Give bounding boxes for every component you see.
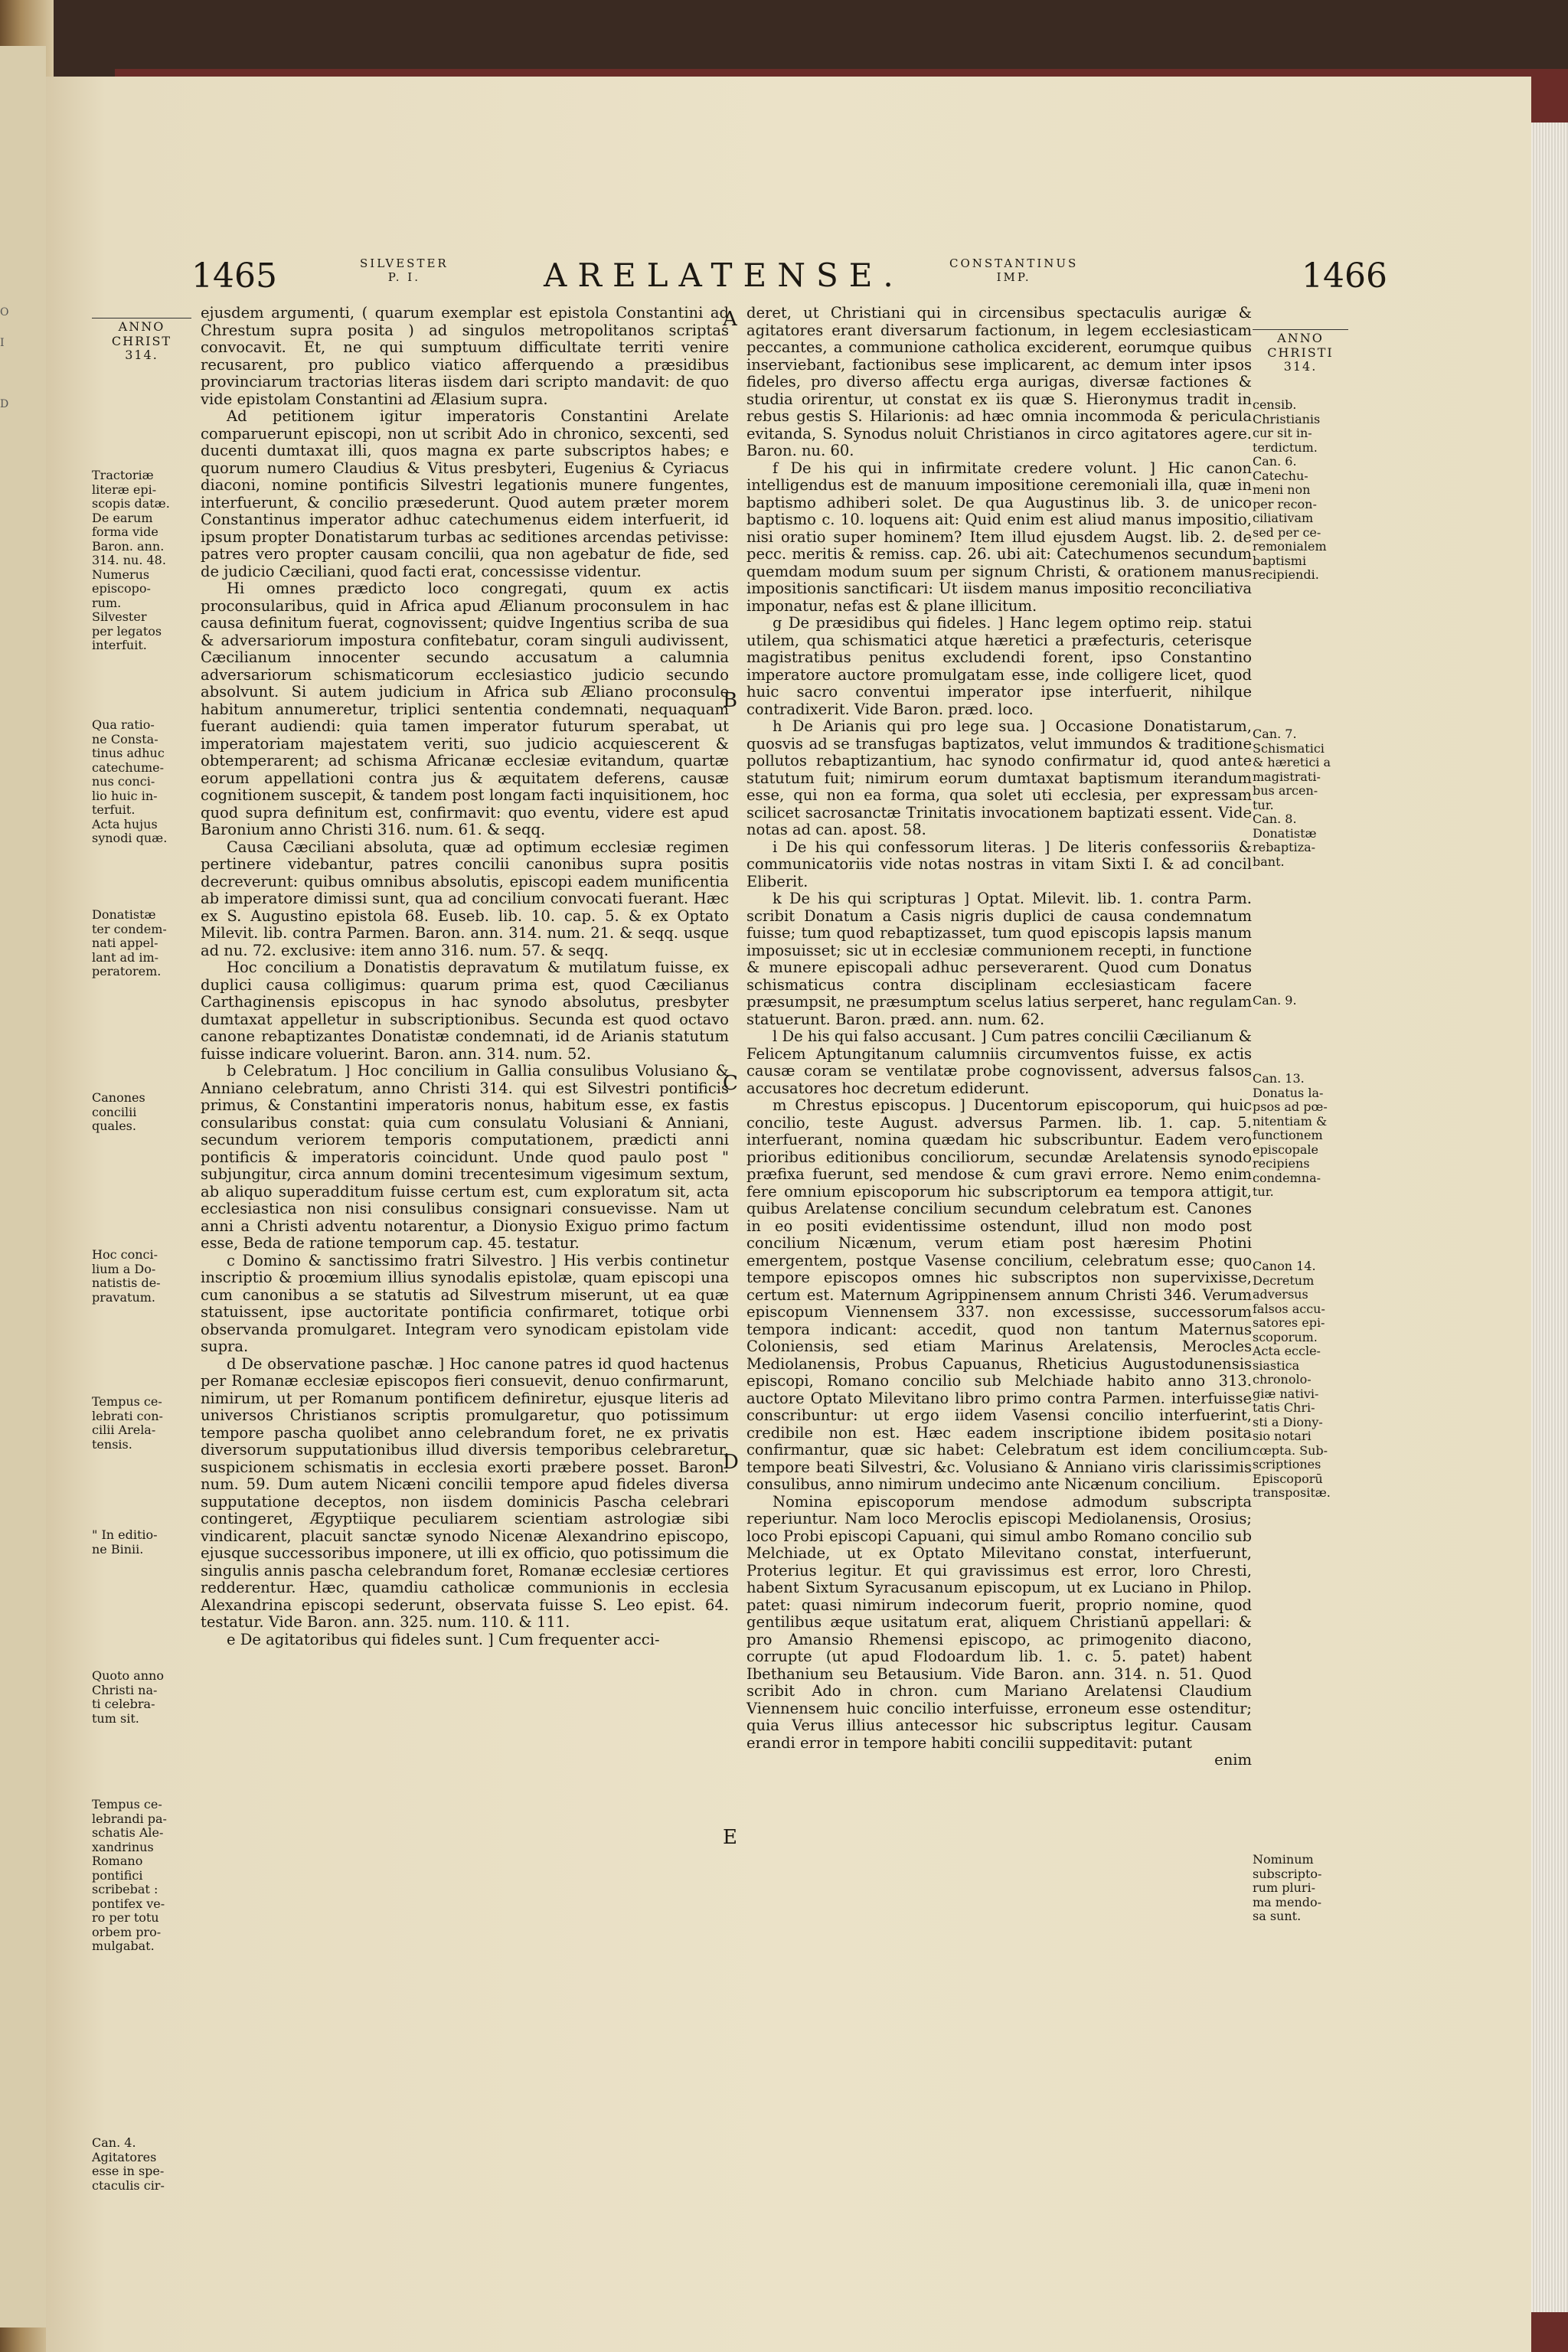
running-head-pope bbox=[360, 256, 449, 302]
paragraph: e De agitatoribus qui fideles sunt. ] Cum frequenter acci- bbox=[227, 1630, 660, 1648]
paragraph: g De præsidibus qui fideles. ] Hanc legem optimo reip. statui utilem, qua schismatici atque hæretici a præfecturis, ceterisque magistratibus penitus excludendi forent, ipso Constantino imperatore auctore promulgatam esse, inde colligere licet, quod huic sacro conventui imperator ipse interfuerit, nihilque contradixerit. Vide Baron. præd. loco. bbox=[746, 614, 1252, 718]
pope-number: P. I. bbox=[387, 270, 420, 284]
prev-page-fragment: D bbox=[0, 398, 9, 410]
margin-note: Can. 13. Donatus la- psos ad pœ- nitentiam & functionem episcopale recipiens condemna- tur. bbox=[1253, 1071, 1328, 1199]
right-page-number: 1466 bbox=[1302, 256, 1387, 296]
margin-note: Tempus ce- lebrati con- cilii Arela- tensis. bbox=[92, 1394, 163, 1452]
paragraph: l De his qui falso accusant. ] Cum patres concilii Cæcilianum & Felicem Aptungitanum calumniis circumventos fuisse, ex actis causæ coram se ventilatæ probe cognovissent, adversus falsos accusatores hoc decretum ediderunt. bbox=[746, 1027, 1252, 1097]
margin-note: Donatistæ ter condem- nati appel- lant ad im- peratorem. bbox=[92, 907, 167, 978]
margin-note: Can. 4. Agitatores esse in spe- ctaculis cir- bbox=[92, 2135, 165, 2193]
margin-note: ANNO CHRIST 314. bbox=[92, 318, 191, 363]
section-letter: B bbox=[723, 689, 738, 712]
margin-note: Canon 14. Decretum adversus falsos accu- satores epi- scoporum. Acta eccle- siastica chronolo- giæ nativi- tatis Chri- sti a Diony- sio notari cœpta. Sub- scriptiones Episcoporū transpositæ. bbox=[1253, 1259, 1331, 1500]
right-text-column bbox=[746, 305, 1252, 1769]
margin-note: Tractoriæ literæ epi- scopis datæ. De earum forma vide Baron. ann. 314. nu. 48. Numerus episcopo- rum. Silvester per legatos interfuit. bbox=[92, 468, 170, 652]
running-head-emperor bbox=[949, 256, 1078, 302]
previous-page-edge bbox=[0, 46, 46, 2328]
emperor-name: CONSTANTINUS bbox=[949, 256, 1079, 270]
margin-note: Can. 7. Schismatici & hæretici a magistrati- bus arcen- tur. Can. 8. Donatistæ rebaptiza- bant. bbox=[1253, 727, 1331, 869]
margin-note: Nominum subscripto- rum pluri- ma mendo- sa sunt. bbox=[1253, 1852, 1322, 1923]
paragraph: enim bbox=[1214, 1751, 1252, 1769]
margin-note: Tempus ce- lebrandi pa- schatis Ale- xandrinus Romano pontifici scribebat : pontifex ve- ro per totu orbem pro- mulgabat. bbox=[92, 1797, 167, 1953]
paragraph: Causa Cæciliani absoluta, quæ ad optimum ecclesiæ regimen pertinere videbantur, patres concilii canonibus supra positis decreverunt: quibus omnibus absolutis, episcopi eadem munificentia ab imperatore dimissi sunt, qua ad concilium convocati fuerant. Hæc ex S. Augustino epistola 68. Euseb. lib. 10. cap. 5. & ex Optato Milevit. lib. contra Parmen. Baron. ann. 314. num. 21. & seqq. usque ad nu. 72. exclusive: item anno 316. num. 57. & seqq. bbox=[201, 838, 729, 959]
paragraph: f De his qui in infirmitate credere volunt. ] Hic canon intelligendus est de manuum impositione ceremoniali illa, quæ in baptismo adhiberi solet. De qua Augustinus lib. 3. de unico baptismo c. 10. loquens ait: Quid enim est aliud manus impositio, nisi oratio super hominem? Item illud ejusdem Augst. lib. 2. de pecc. meritis & remiss. cap. 26. ubi ait: Catechumenos secundum quemdam modum suum per signum Christi, & orationem manus impositionis sanctificari: Ut iisdem manus impositio reconciliativa imponatur, nefas est & plane illicitum. bbox=[746, 459, 1252, 615]
margin-note: Canones concilii quales. bbox=[92, 1090, 145, 1133]
paragraph: deret, ut Christiani qui in circensibus spectaculis aurigæ & agitatores erant diversarum factionum, in legem ecclesiasticam peccantes, a communione catholica exciderent, eorumque quibus inserviebant, factionibus sese implicarent, ac demum inter ipsos fideles, pro diverso affectu erga aurigas, diversæ factiones & studia orirentur, ut constat ex iis quæ S. Hieronymus tradit in rebus gestis S. Hilarionis: ad hæc omnia incommoda & pericula evitanda, S. Synodus noluit Christianos in circo agitatores agere. Baron. nu. 60. bbox=[746, 304, 1252, 459]
paragraph: Hi omnes prædicto loco congregati, quum ex actis proconsularibus, quid in Africa apud Ælianum proconsulem in hac causa definitum fuerat, cognovissent; quidve Ingentius scriba de sua & adversariorum impostura confitebatur, coram singuli audivissent, Cæcilianum innocenter secundo accusatum a calumnia adversariorum schismaticorum ecclesiastico judicio secundo absolvunt. Si autem judicium in Africa sub Æliano proconsule habitum annumeretur, triplici sententia condemnati, nequaquam fuerant audiendi: quia tamen imperator futurum sperabat, ut imperatoriam majestatem veriti, suo judicio acquiescerent & obtemperarent; ad schisma Africanæ ecclesiæ evitandum, quartæ eorum appellationi contra jus & æquitatem deferens, causæ cognitionem suscepit, & tandem post longam facti inquisitionem, hoc quod supra definitum est, confirmavit: quo eventu, videre est apud Baronium anno Christi 316. num. 61. & seqq. bbox=[201, 580, 729, 838]
margin-note: Hoc conci- lium a Do- natistis de- pravatum. bbox=[92, 1247, 161, 1305]
margin-note: " In editio- ne Binii. bbox=[92, 1527, 158, 1557]
running-head-title: ARELATENSE. bbox=[544, 256, 904, 294]
paragraph: i De his qui confessorum literas. ] De literis confessoriis & communicatoriis vide notas nostras in vitam Sixti I. & ad concil Eliberit. bbox=[746, 838, 1252, 890]
pope-name: SILVESTER bbox=[360, 256, 449, 270]
paragraph: m Chrestus episcopus. ] Ducentorum episcoporum, qui huic concilio, teste August. adversus Parmen. lib. 1. cap. 5. interfuerant, nomina quædam hic subscribuntur. Eadem vero prioribus editionibus conciliorum, secundæ Arelatensis synodo præfixa fuerunt, sed mendose & cum gravi errore. Nemo enim fere omnium episcoporum hic subscriptorum ea tempora attigit, quibus Arelatense concilium secundum celebratum est. Canones in eo positi evidentissime ostendunt, illud non modo post concilium Nicænum, verum etiam post hæresim Photini emergentem, postque Vasense concilium, celebratum esse; quo tempore episcopos omnes hic subscriptos non supervixisse, certum est. Maternum Agrippinensem annum Christi 346. Verum episcopum Viennensem 337. non excessisse, successorum tempora indicant: accedit, quod non tantum Maternus Coloniensis, sed etiam Marinus Arelatensis, Merocles Mediolanensis, Probus Capuanus, Rheticius Augustodunensis episcopi, Romano concilio sub Melchiade habito anno 313. auctore Optato Milevitano libro primo contra Parmen. interfuisse conscribuntur: ut ergo iidem Vasensi concilio interfuerint, credibile non est. Hæc eadem inscriptione ibidem posita confirmantur, quæ sic habet: Celebratum est idem concilium tempore beati Silvestri, &c. Volusiano & Anniano viris clarissimis consulibus, anno nimirum undecimo ante Nicænum concilium. bbox=[746, 1096, 1252, 1493]
paragraph: b Celebratum. ] Hoc concilium in Gallia consulibus Volusiano & Anniano celebratum, anno Christi 314. qui est Silvestri pontificis primus, & Constantini imperatoris nonus, habitum esse, ex fastis consularibus constat: quia cum consulatu Volusiani & Anniani, secundum veriorem temporis computationem, prædicti anni pontificis & imperatoris coincidunt. Unde quod paulo post " subjungitur, circa annum domini trecentesimum vigesimum sextum, ab aliquo superadditum fuisse certum est, cum exploratum sit, acta ecclesiastica non nisi consulibus consignari consuevisse. Nam ut anni a Christi adventu notarentur, a Dionysio Exiguo primo factum esse, Beda de ratione temporum cap. 45. testatur. bbox=[201, 1062, 729, 1252]
page-block-edge bbox=[1531, 122, 1568, 2312]
section-letter: E bbox=[723, 1826, 737, 1849]
left-text-column bbox=[201, 305, 729, 1648]
margin-note: Qua ratio- ne Consta- tinus adhuc catechume- nus conci- lio huic in- terfuit. Acta hujus synodi quæ. bbox=[92, 717, 168, 845]
section-letter: D bbox=[723, 1451, 739, 1474]
left-page-number: 1465 bbox=[191, 256, 277, 296]
paragraph: d De observatione paschæ. ] Hoc canone patres id quod hactenus per Romanæ ecclesiæ episcopos fieri consuevit, denuo confirmarunt, nimirum, ut per Romanum pontificem definiretur, ejusque literis ad universos Christianos scriptis promulgaretur, quo potissimum tempore pascha quolibet anno celebrandum foret, ne ex privatis diversorum supputationibus illud diversis temporibus celebraretur, suspicionem schismatis in ecclesia exorti præbere posset. Baron. num. 59. Dum autem Nicæni concilii tempore apud fideles diversa supputatione deceptos, non iisdem dominicis Pascha celebrari contingeret, Ægyptiique peculiarem scientiam astrologiæ sibi vindicarent, placuit sanctæ synodo Nicenæ Alexandrino episcopo, ejusque successoribus imponere, ut illi ex officio, quo potissimum die singulis annis pascha celebrandum foret, Romanæ ecclesiæ certiores redderentur. Hæc, quamdiu catholicæ communionis in ecclesia Alexandrina episcopi sederunt, observata fuisse S. Leo epist. 64. testatur. Vide Baron. ann. 325. num. 110. & 111. bbox=[201, 1354, 729, 1631]
margin-note: censib. Christianis cur sit in- terdictum. Can. 6. Catechu- meni non per recon- ciliativam sed per ce- remonialem baptismi recipiendi. bbox=[1253, 397, 1327, 582]
paragraph: ejusdem argumenti, ( quarum exemplar est epistola Constantini ad Chrestum supra posita ) ad singulos metropolitanos scriptas convocavit. Et, ne qui sumptuum difficultate territi venire recusarent, pro publico viatico afferquendo a præsidibus provinciarum tractorias literas iisdem dari scripto mandavit: de quo vide epistolam Constantini ad Ælasium supra. bbox=[201, 304, 729, 408]
section-letter: A bbox=[723, 308, 737, 331]
paragraph: Hoc concilium a Donatistis depravatum & mutilatum fuisse, ex duplici causa colligimus: quarum prima est, quod Cæcilianus Carthaginensis episcopus in hac synodo absolutus, presbyter dumtaxat appelletur in subscriptionibus. Secunda est quod octavo canone rebaptizantes Donatistæ condemnati, id de Arianis statutum fuisse indicare voluerint. Baron. ann. 314. num. 52. bbox=[201, 959, 729, 1063]
paragraph: c Domino & sanctissimo fratri Silvestro. ] His verbis continetur inscriptio & proœmium illius synodalis epistolæ, quam episcopi una cum canonibus a se statutis ad Silvestrum miserunt, ut ea quæ statuissent, ipse auctoritate pontificia confirmaret, totique orbi observanda promulgaret. Integram vero synodicam epistolam vide supra. bbox=[201, 1251, 729, 1355]
prev-page-fragment: O bbox=[0, 306, 9, 318]
prev-page-fragment: I bbox=[0, 337, 5, 349]
paragraph: h De Arianis qui pro lege sua. ] Occasione Donatistarum, quosvis ad se transfugas baptizatos, velut immundos & traditione pollutos rebaptizantium, hac synodo confirmatur id, quod ante statutum fuit; nimirum eorum dumtaxat baptismum iterandum esse, qui non ea forma, qua solet uti ecclesia, per expressam scilicet sacrosanctæ Trinitatis invocationem baptizati essent. Vide notas ad can. apost. 58. bbox=[746, 717, 1252, 838]
paragraph: k De his qui scripturas ] Optat. Milevit. lib. 1. contra Parm. scribit Donatum a Casis nigris duplici de causa condemnatum fuisse; tum quod rebaptizasset, tum quod episcopis lapsis manum imposuisset; sic ut in ecclesiæ communionem recepti, in functione & munere episcopali adhuc perseverarent. Quod cum Donatus schismaticus contra disciplinam ecclesiasticam facere præsumpsit, ne præsumptum scelus latius serperet, hanc regulam statuerunt. Baron. præd. ann. num. 62. bbox=[746, 890, 1252, 1028]
paragraph: Ad petitionem igitur imperatoris Constantini Arelate comparuerunt episcopi, non ut scribit Ado in chronico, sexcenti, sed ducenti dumtaxat illi, quos magna ex parte subscriptos habes; e quorum numero Claudius & Vitus presbyteri, Eugenius & Cyriacus diaconi, nomine pontificis Silvestri legationis munere fungentes, interfuerunt, & concilio præsederunt. Quod autem præter morem Constantinus imperator adhuc catechumenus eidem interfuerit, id ipsum propter Donatistarum turbas ac seditiones arcendas petivisse: patres vero propter causam concilii, qua non agebatur de fide, sed de judicio Cæciliani, quod facti erat, concessisse videntur. bbox=[201, 407, 729, 580]
emperor-title: IMP. bbox=[996, 270, 1031, 284]
section-letter: C bbox=[723, 1072, 738, 1095]
paragraph: Nomina episcoporum mendose admodum subscripta reperiuntur. Nam loco Meroclis episcopi Mediolanensis, Orosius; loco Probi episcopi Capuani, qui simul ambo Romano concilio sub Melchiade, ut ex Optato Milevitano constat, interfuerunt, Proterius legitur. Et qui gravissimus est error, loro Chresti, habent Sixtum Syracusanum episcopum, ut ex Luciano in Philop. patet: quasi nimirum indecorum fuerit, proprio nomine, quod gentilibus æque usitatum erat, aliquem Christianū appellari: & pro Amansio Rhemensi episcopo, ac primogenito diacono, corrupte (ut apud Flodoardum lib. 1. c. 5. patet) habent Ibethanium seu Betausium. Vide Baron. ann. 314. n. 51. Quod scribit Ado in chron. cum Mariano Arelatensi Claudium Viennensem huic concilio interfuisse, erroneum esse ostenditur; quia Verus illius antecessor hic subscriptus legitur. Causam erandi error in tempore habiti concilii suppeditavit: putant bbox=[746, 1492, 1252, 1752]
margin-note: ANNO CHRISTI 314. bbox=[1253, 329, 1348, 374]
margin-note: Quoto anno Christi na- ti celebra- tum sit. bbox=[92, 1668, 164, 1726]
margin-note: Can. 9. bbox=[1253, 993, 1297, 1008]
